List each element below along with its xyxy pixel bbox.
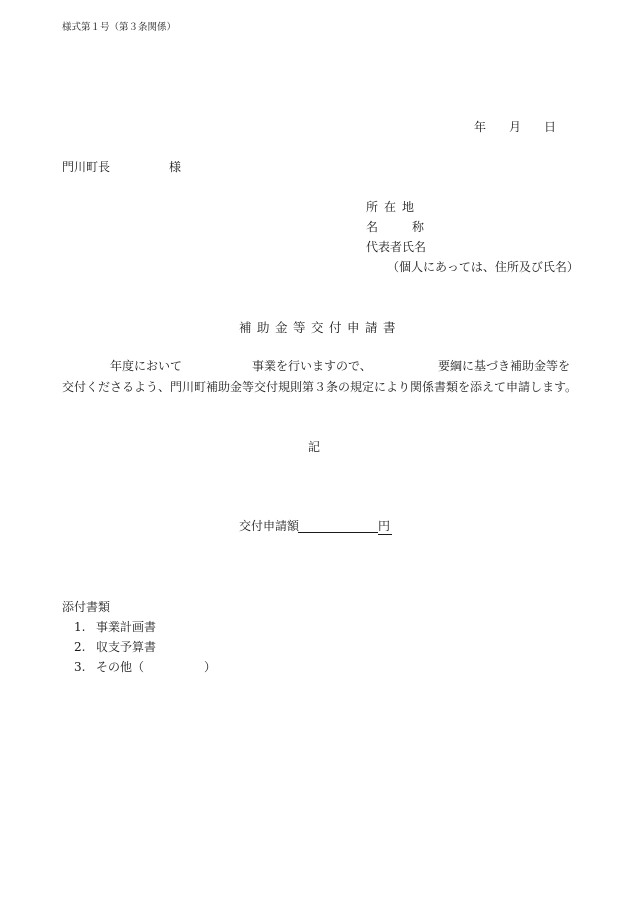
body-line-1 xyxy=(62,357,582,373)
amount-blank-line xyxy=(298,519,378,533)
body-guideline-text: 要綱に基づき補助金等を xyxy=(438,359,571,373)
attachment-number: 3. xyxy=(74,660,86,674)
date-year-label: 年 xyxy=(474,120,487,134)
form-number: 様式第１号（第３条関係） xyxy=(62,22,177,33)
amount-label: 交付申請額 xyxy=(239,519,300,533)
applicant-location-label: 所在地 xyxy=(366,200,421,214)
body-fiscal-year-text: 年度において xyxy=(110,359,183,373)
date-month-label: 月 xyxy=(509,120,522,134)
applicant-name-char-1: 名 xyxy=(366,220,379,234)
attachment-text: その他（ ） xyxy=(96,660,217,674)
addressee-label: 門川町長 xyxy=(62,160,111,174)
applicant-name-char-2: 称 xyxy=(412,220,425,234)
body-business-text: 事業を行いますので、 xyxy=(252,359,372,373)
attachment-text: 収支予算書 xyxy=(96,640,157,654)
amount-unit: 円 xyxy=(378,519,391,533)
attachments-heading: 添付書類 xyxy=(62,600,111,614)
applicant-name-label xyxy=(366,218,424,235)
attachment-item xyxy=(74,638,156,655)
attachment-number: 2. xyxy=(74,640,86,654)
body-line-2: 交付くださるよう、門川町補助金等交付規則第３条の規定により関係書類を添えて申請します。 xyxy=(62,380,578,394)
attachment-number: 1. xyxy=(74,620,86,634)
attachment-item xyxy=(74,658,216,675)
date-day-label: 日 xyxy=(544,120,557,134)
document-title: 補助金等交付申請書 xyxy=(239,320,402,335)
attachment-item xyxy=(74,618,156,635)
attachment-text: 事業計画書 xyxy=(96,620,157,634)
applicant-representative-label: 代表者氏名 xyxy=(366,240,427,254)
record-mark: 記 xyxy=(308,440,321,454)
addressee-honorific: 様 xyxy=(169,160,182,174)
applicant-note: （個人にあっては、住所及び氏名） xyxy=(387,260,579,274)
